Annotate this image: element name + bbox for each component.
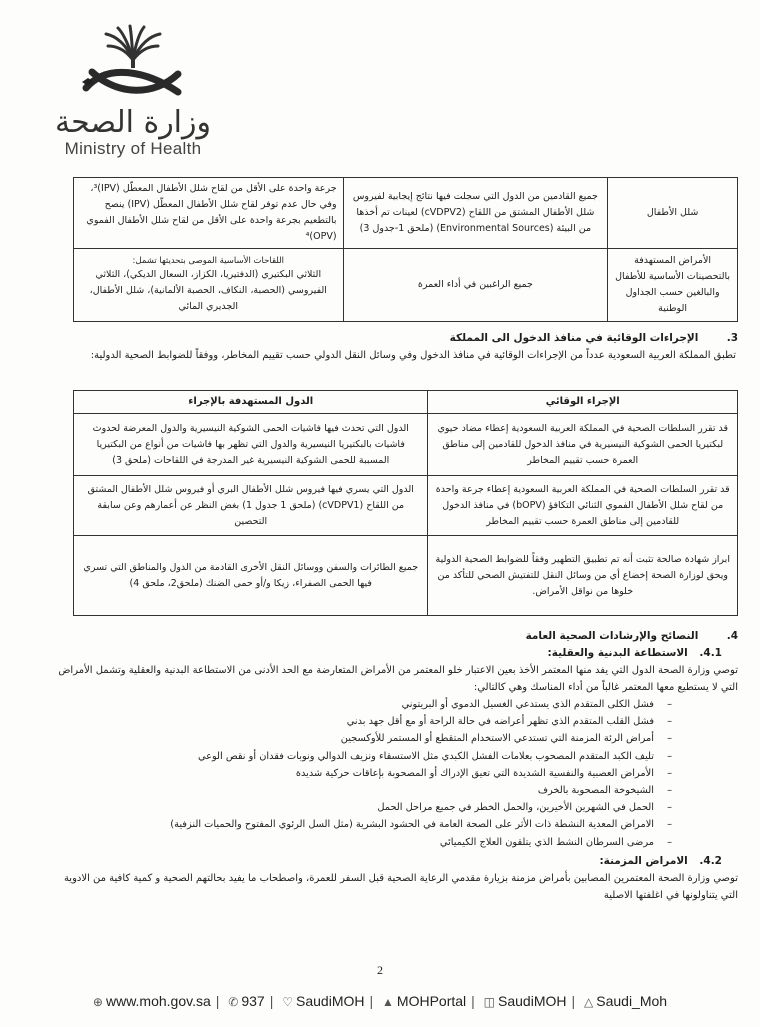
- table-row: [74, 414, 738, 476]
- disease-cell: شلل الأطفال: [608, 178, 738, 249]
- measure-cell: ابراز شهادة صالحة تثبت أنه تم تطبيق التطهير وفقاً للضوابط الصحية الدولية ويحق لوزارة الصحة إخضاع أي من وسائل النقل للتفتيش الصحي للتأكد من خلوها من نواقل الأمراض.: [428, 536, 738, 616]
- preventive-measures-table: [73, 390, 738, 616]
- subsection-4-1-body: توصي وزارة الصحة الدول التي يفد منها المعتمر الأخذ بعين الاعتبار خلو المعتمر من الأمراض المتعارضة مع الحد الأدنى من الاستطاعة البدنية والعقلية وتشمل الأمراض التي لا يستطيع معها المعتمر غالباً من أداء المناسك وهي كالتالي:: [58, 665, 738, 693]
- list-item: – فشل القلب المتقدم الذي تظهر أعراضه في حالة الراحة أو مع أقل جهد بدني: [58, 713, 672, 730]
- section-number: 4.: [726, 630, 738, 642]
- table-row: [74, 249, 738, 322]
- ministry-logo: [38, 22, 228, 158]
- section-title: الإجراءات الوقائية في منافذ الدخول الى المملكة: [449, 332, 699, 344]
- column-header: الدول المستهدفة بالإجراء: [74, 391, 428, 414]
- twitter-handle[interactable]: SaudiMOH: [296, 993, 365, 1009]
- subsection-4-1-heading: [58, 645, 738, 662]
- section-title: النصائح والإرشادات الصحية العامة: [525, 630, 699, 642]
- measure-cell: قد تقرر السلطات الصحية في المملكة العربية السعودية إعطاء مضاد حيوي لبكتيريا الحمى الشوكية النيسيرية في منافذ الدخول للقادمين إلى مناطق العمرة حسب تقييم المخاطر: [428, 414, 738, 476]
- contact-footer: ⊕ www.moh.gov.sa | ✆ 937 | ♡ SaudiMOH | ▲ MOHPortal | ◫ SaudiMOH | △ Saudi_Moh: [92, 993, 668, 1009]
- list-item: – تليف الكبد المتقدم المصحوب بعلامات الفشل الكبدي مثل الاستسقاء ونزيف الدوالي ونوبات فقدان أو نقص الوعي: [58, 748, 672, 765]
- vaccination-table: [73, 177, 738, 322]
- table-header-row: [74, 391, 738, 414]
- subsection-number: 4.2.: [699, 854, 722, 867]
- list-item: – مرضى السرطان النشط الذي يتلقون العلاج الكيميائي: [58, 834, 672, 851]
- phone-number[interactable]: 937: [241, 993, 265, 1009]
- countries-cell: الدول التي تحدث فيها فاشيات الحمى الشوكية النيسيرية والدول المعرضة لحدوث فاشيات بالبكتيريا النيسيرية والدول التي تظهر بها فاشيات من أنواع من البكتيريا المسببة للحمى الشوكية النيسيرية غير المدرجة في اللقاحات (ملحق 3): [74, 414, 428, 476]
- subsection-title: الامراض المزمنة:: [599, 854, 688, 867]
- disease-cell: الأمراض المستهدفة بالتحصينات الأساسية للأطفال والبالغين حسب الجداول الوطنية: [608, 249, 738, 322]
- measure-cell: قد تقرر السلطات الصحية في المملكة العربية السعودية إعطاء جرعة واحدة من لقاح شلل الأطفال الفموي الثنائي التكافؤ (bOPV) في منافذ الدخول للقادمين إلى مناطق العمرة حسب تقييم المخاطر: [428, 476, 738, 536]
- section-4-heading: [58, 628, 738, 645]
- vaccine-list: الثلاثي البكتيري (الدفتيريا، الكزاز، السعال الديكي)، الثلاثي الفيروسي (الحصبة، النكاف، الحصبة الألمانية)، شلل الأطفال، الجديري المائي: [89, 269, 327, 312]
- section-3-heading: [58, 330, 738, 347]
- list-item: – الامراض المعدية النشطة ذات الأثر على الصحة العامة في الحشود البشرية (مثل السل الرئوي المفتوح والحميات النزفية): [58, 816, 672, 833]
- list-item: – أمراض الرئة المزمنة التي تستدعي الاستخدام المتقطع أو المستمر للأوكسجين: [58, 730, 672, 747]
- subsection-number: 4.1.: [699, 647, 722, 659]
- phone-icon: ✆: [228, 995, 239, 1009]
- footer-item-phone[interactable]: [228, 993, 264, 1009]
- list-item: – الشيخوخة المصحوبة بالخرف: [58, 782, 672, 799]
- ministry-name-arabic: وزارة الصحة: [55, 105, 211, 140]
- instagram-icon: ◫: [483, 995, 496, 1009]
- countries-cell: جميع الطائرات والسفن ووسائل النقل الأخرى القادمة من الدول والمناطق التي تسري فيها الحمى الصفراء، زيكا و/أو حمى الضنك (ملحق2، ملحق 4): [74, 536, 428, 616]
- snapchat-handle[interactable]: Saudi_Moh: [596, 993, 668, 1009]
- page-number: 2: [377, 963, 383, 977]
- column-header: الإجراء الوقائي: [428, 391, 738, 414]
- globe-icon: ⊕: [92, 995, 103, 1009]
- palm-swords-emblem-icon: [78, 22, 188, 104]
- vaccine-cell: جرعة واحدة على الأقل من لقاح شلل الأطفال المعطّل (IPV)³، وفي حال عدم توفر لقاح شلل الأطفال المعطّل (IPV) ينصح بالتطعيم بجرعة واحدة على الأقل من لقاح شلل الأطفال الفموي (OPV)⁴: [74, 178, 344, 249]
- instagram-handle[interactable]: SaudiMOH: [498, 993, 567, 1009]
- vaccine-cell: [74, 249, 344, 322]
- footer-item-website[interactable]: [93, 993, 211, 1009]
- ministry-name-english: Ministry of Health: [64, 139, 202, 158]
- subsection-4-2-body: توصي وزارة الصحة المعتمرين المصابين بأمراض مزمنة بزيارة مقدمي الرعاية الصحية قبل السفر للعمرة، واصطحاب ما يفيد بحالتهم الصحية و كمية كافية من الادوية التي يتناولونها في اغلفتها الاصلية: [63, 872, 738, 901]
- snapchat-icon: △: [584, 995, 594, 1009]
- youtube-icon: ▲: [382, 995, 394, 1009]
- vaccine-intro: اللقاحات الأساسية الموصى بتحديثها تشمل:: [132, 256, 285, 266]
- countries-cell: الدول التي يسري فيها فيروس شلل الأطفال البري أو فيروس شلل الأطفال المشتق من اللقاح (cVDPV1) (ملحق 1 جدول 1) بغض النظر عن أعمارهم وعن سابقة التحصين: [74, 476, 428, 536]
- footer-item-youtube[interactable]: [382, 993, 466, 1009]
- youtube-channel[interactable]: MOHPortal: [396, 993, 467, 1009]
- list-item: – الحمل في الشهرين الأخيرين، والحمل الخطر في جميع مراحل الحمل: [58, 799, 672, 816]
- footer-item-twitter[interactable]: [282, 993, 364, 1009]
- list-item: – فشل الكلى المتقدم الذي يستدعي الغسيل الدموي أو البريتوني: [58, 696, 672, 713]
- table-row: [74, 178, 738, 249]
- footer-item-snapchat[interactable]: [584, 993, 667, 1009]
- section-3-body: تطبق المملكة العربية السعودية عدداً من الإجراءات الوقائية في منافذ الدخول وفي وسائل النقل الدولي حسب تقييم المخاطر، ووفقاً للضوابط الصحية الدولية:: [90, 350, 736, 361]
- section-number: 3.: [726, 332, 738, 344]
- conditions-list: [58, 696, 738, 851]
- target-group-cell: جميع الراغبين في أداء العمرة: [343, 249, 608, 322]
- table-row: [74, 536, 738, 616]
- twitter-icon: ♡: [282, 995, 294, 1009]
- website-link[interactable]: www.moh.gov.sa: [105, 993, 211, 1009]
- subsection-4-2-heading: [58, 853, 738, 870]
- target-group-cell: جميع القادمين من الدول التي سجلت فيها نتائج إيجابية لفيروس شلل الأطفال المشتق من اللقاح (cVDPV2) لعينات تم أخذها من البيئة (Environmental Sources) (ملحق 1-جدول 3): [343, 178, 608, 249]
- table-row: [74, 476, 738, 536]
- section-4: [58, 628, 738, 904]
- subsection-title: الاستطاعة البدنية والعقلية:: [547, 647, 688, 659]
- section-3: [58, 330, 738, 364]
- list-item: – الأمراض العصبية والنفسية الشديدة التي تعيق الإدراك أو المصحوبة بإعاقات حركية شديدة: [58, 765, 672, 782]
- footer-item-instagram[interactable]: [484, 993, 567, 1009]
